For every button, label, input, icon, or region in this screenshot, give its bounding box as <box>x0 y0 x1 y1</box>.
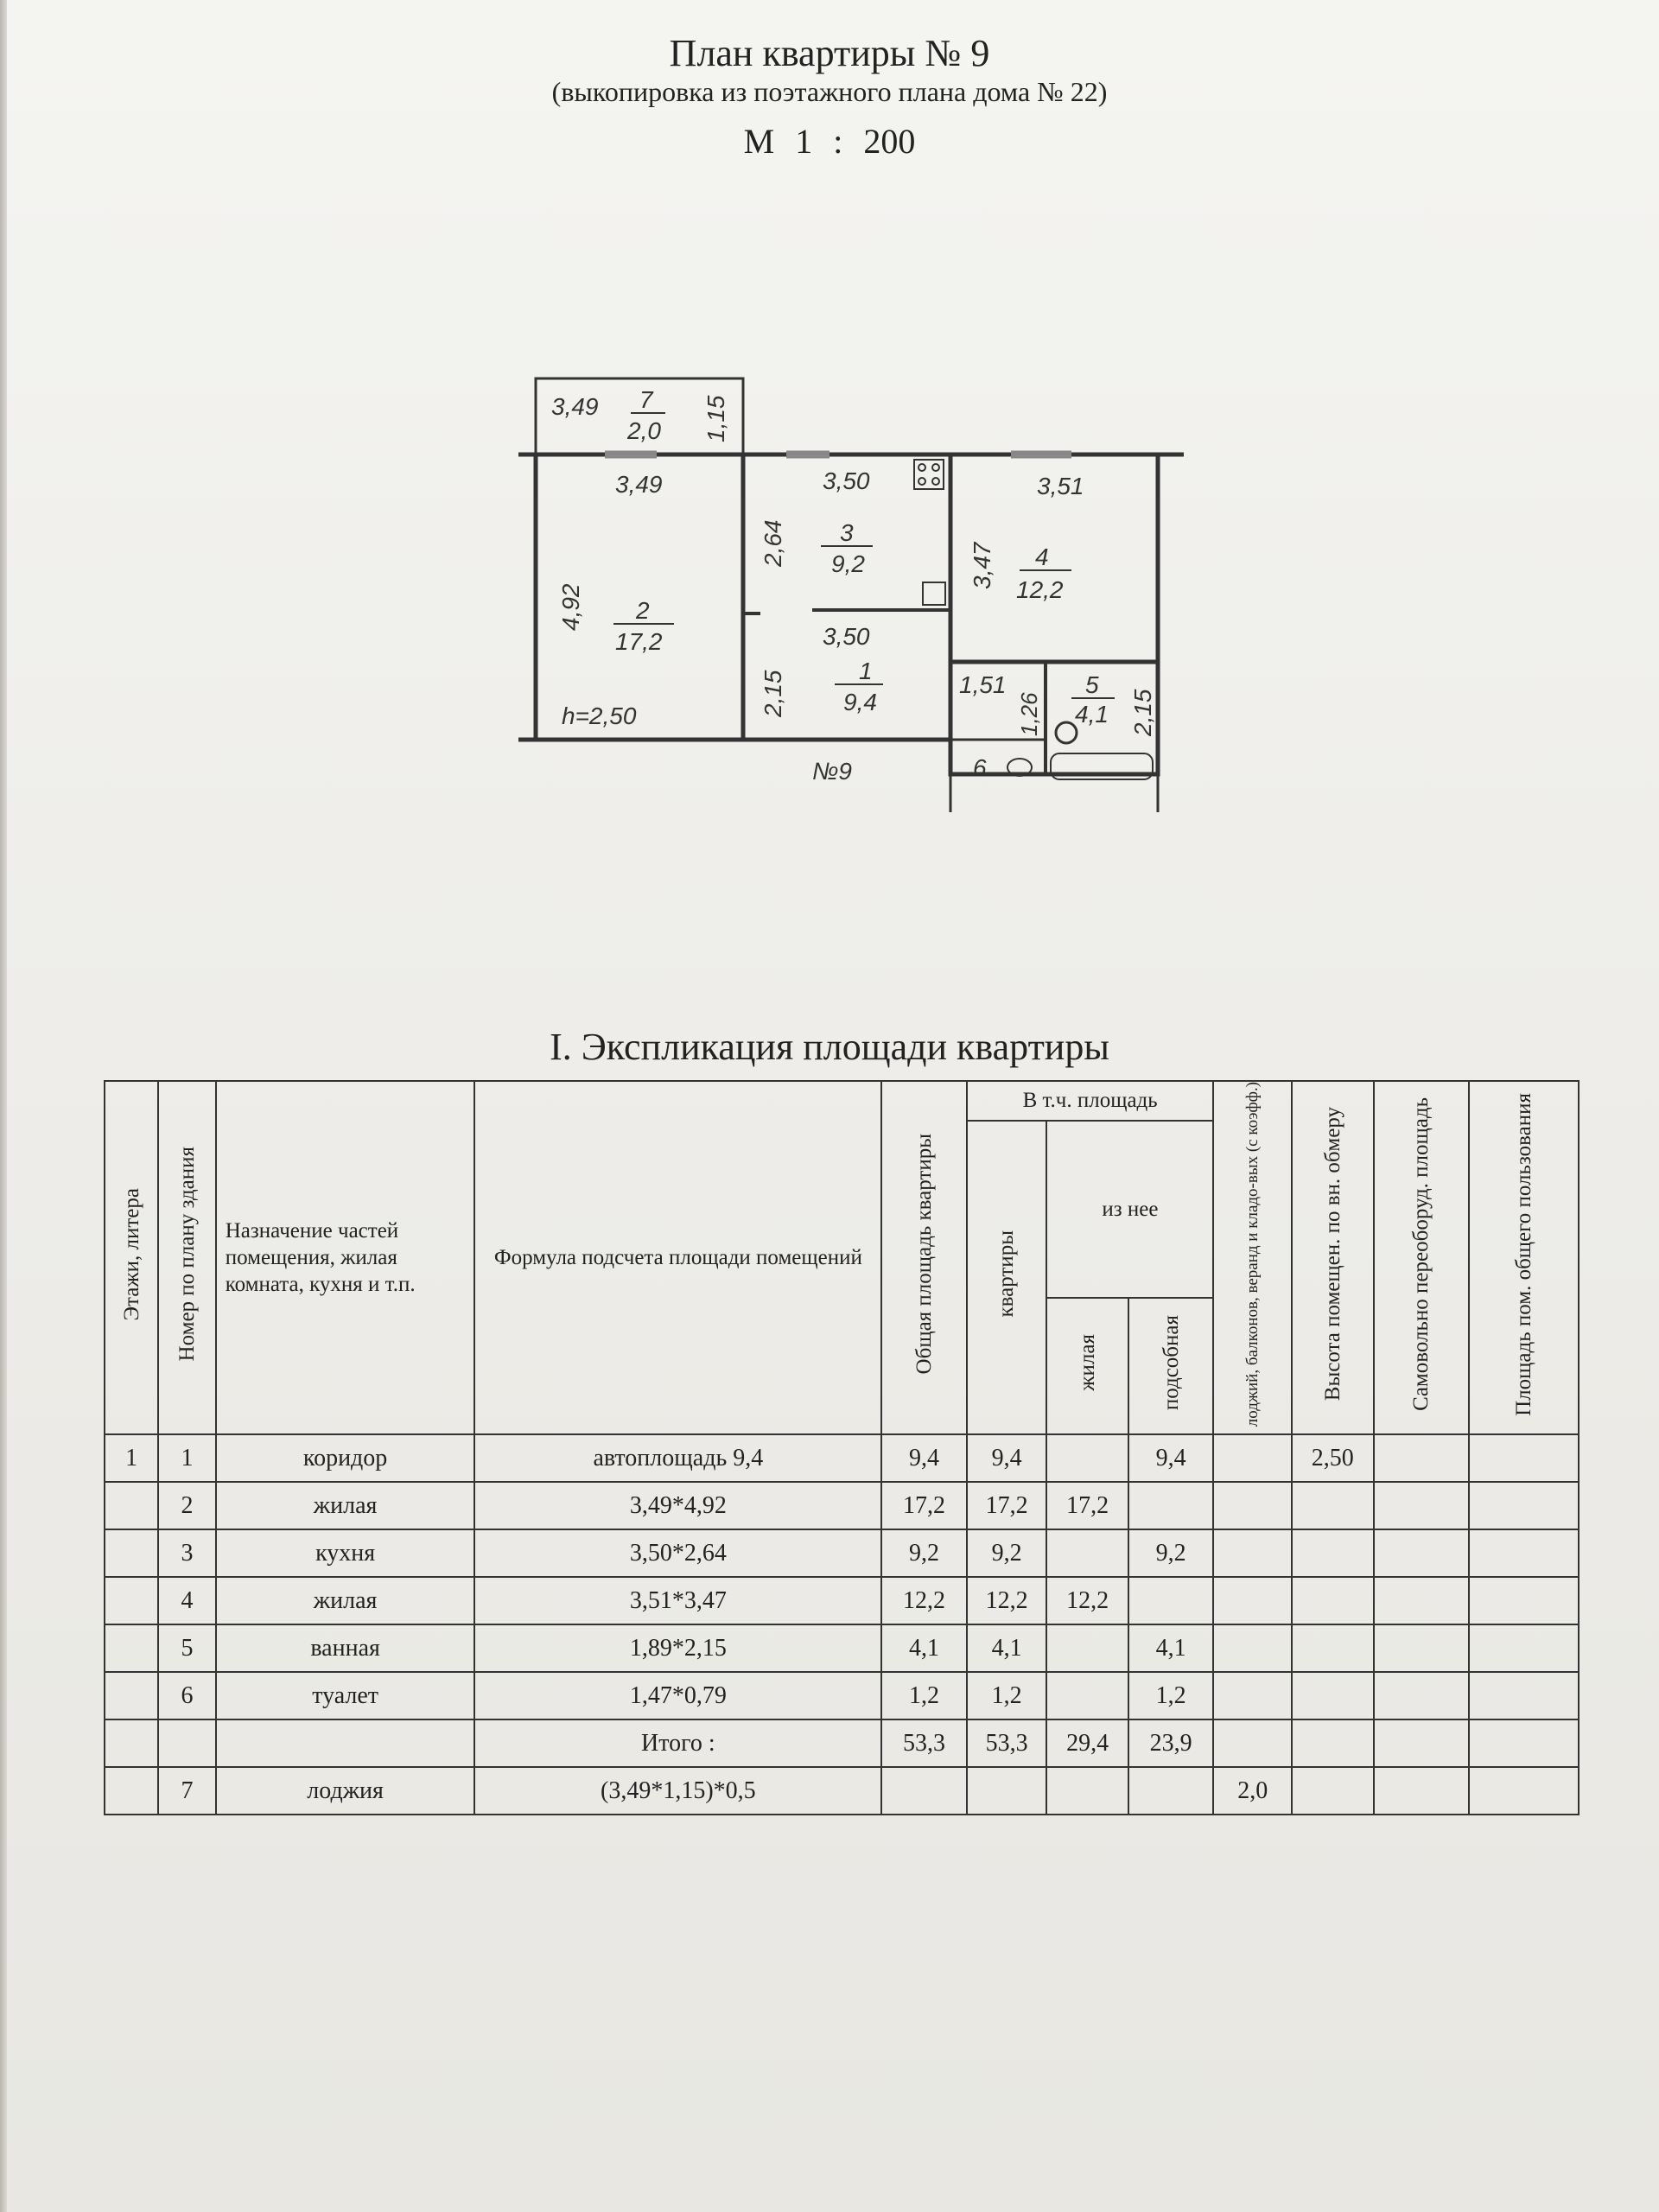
header-room-no: Номер по плану здания <box>158 1081 215 1434</box>
room1-area-label: 9,4 <box>843 689 877 715</box>
loggia-row: 7 лоджия (3,49*1,15)*0,5 2,0 <box>105 1767 1579 1815</box>
room3-number-label: 3 <box>840 519 854 546</box>
table-row: 6 туалет 1,47*0,79 1,2 1,2 1,2 <box>105 1672 1579 1719</box>
sink-icon <box>923 582 945 605</box>
explication-table <box>104 1080 1580 1815</box>
room4-number-label: 4 <box>1035 543 1049 570</box>
table-row: 3 кухня 3,50*2,64 9,2 9,2 9,2 <box>105 1529 1579 1577</box>
room6-number-label: 6 <box>973 754 987 781</box>
room3-length-label: 2,64 <box>760 519 786 567</box>
room5-length-label: 2,15 <box>1129 689 1156 736</box>
room5-number-label: 5 <box>1085 671 1099 698</box>
header-of-which: из нее <box>1046 1121 1213 1298</box>
total-row: Итого : 53,3 53,3 29,4 23,9 <box>105 1719 1579 1767</box>
room2-width-label: 3,49 <box>615 471 663 498</box>
header-loggias: лоджий, балконов, веранд и кладо-вых (с коэфф.) <box>1213 1081 1292 1434</box>
room3-area-label: 9,2 <box>831 550 865 577</box>
header-auxiliary: подсобная <box>1128 1298 1214 1434</box>
loggia-number-label: 7 <box>639 386 653 413</box>
paper-edge <box>0 0 7 2212</box>
room4-area-label: 12,2 <box>1016 576 1064 603</box>
room2-number-label: 2 <box>636 597 650 624</box>
room1-length-label: 2,15 <box>760 670 786 717</box>
apartment-number-label: №9 <box>812 758 852 785</box>
header-formula: Формула подсчета площади помещений <box>474 1081 881 1434</box>
loggia-width-label: 3,49 <box>551 393 599 420</box>
room3-width-label: 3,50 <box>823 467 870 494</box>
total-label: Итого : <box>474 1719 881 1767</box>
room4-width-label: 3,51 <box>1037 473 1084 499</box>
room2-length-label: 4,92 <box>557 583 584 631</box>
explication-title: I. Экспликация площади квартиры <box>550 1026 1109 1068</box>
room5-side-label: 1,26 <box>1016 692 1042 736</box>
room2-area-label: 17,2 <box>615 628 663 655</box>
header-total-area: Общая площадь квартиры <box>881 1081 967 1434</box>
table-row: 1 1 коридор автоплощадь 9,4 9,4 9,4 9,4 2,50 <box>105 1434 1579 1482</box>
loggia-depth-label: 1,15 <box>702 395 729 442</box>
stove-icon <box>914 460 944 489</box>
floor-plan <box>501 363 1192 830</box>
room5-width-label: 1,51 <box>959 671 1007 698</box>
header-floor: Этажи, литера <box>105 1081 158 1434</box>
header-unauthorized: Самовольно переоборуд. площадь <box>1374 1081 1470 1434</box>
table-row: 5 ванная 1,89*2,15 4,1 4,1 4,1 <box>105 1624 1579 1672</box>
document-title: План квартиры № 9 <box>669 32 990 74</box>
ceiling-height-label: h=2,50 <box>562 702 637 729</box>
header-purpose: Назначение частей помещения, жилая комната, кухня и т.п. <box>216 1081 475 1434</box>
header-living: жилая <box>1046 1298 1128 1434</box>
room4-length-label: 3,47 <box>969 542 995 589</box>
room5-area-label: 4,1 <box>1075 701 1109 728</box>
document-subtitle: (выкопировка из поэтажного плана дома № 22) <box>551 76 1108 107</box>
room1-width-label: 3,50 <box>823 623 870 650</box>
header-common: Площадь пом. общего пользования <box>1469 1081 1579 1434</box>
room1-number-label: 1 <box>859 658 873 684</box>
table-row: 4 жилая 3,51*3,47 12,2 12,2 12,2 <box>105 1577 1579 1624</box>
scale-label: М 1 : 200 <box>743 122 916 161</box>
loggia-area-label: 2,0 <box>627 417 661 444</box>
header-apartment: квартиры <box>967 1121 1047 1434</box>
header-incl-area: В т.ч. площадь <box>967 1081 1214 1121</box>
table-row: 2 жилая 3,49*4,92 17,2 17,2 17,2 <box>105 1482 1579 1529</box>
header-height: Высота помещен. по вн. обмеру <box>1292 1081 1374 1434</box>
boiler-icon <box>1056 722 1077 743</box>
